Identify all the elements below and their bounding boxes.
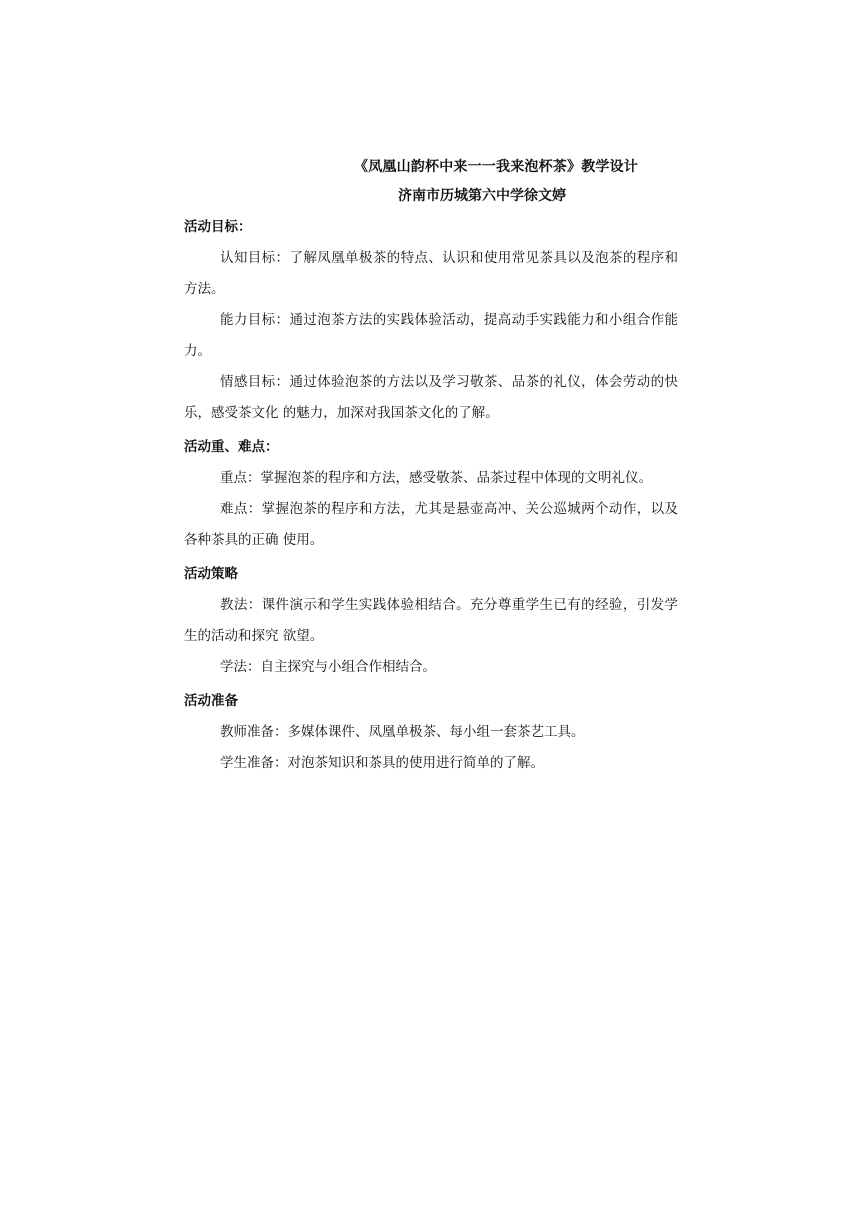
- paragraph: 教法：课件演示和学生实践体验相结合。充分尊重学生已有的经验，引发学生的活动和探究 欲望。: [184, 597, 678, 644]
- paragraph: 情感目标：通过体验泡茶的方法以及学习敬茶、品茶的礼仪，体会劳动的快乐，感受茶文化 的魅力，加深对我国茶文化的了解。: [184, 374, 678, 421]
- paragraph: 重点：掌握泡茶的程序和方法，感受敬茶、品茶过程中体现的文明礼仪。: [220, 470, 652, 486]
- section-strategy: [184, 561, 678, 683]
- section-heading: 活动重、难点：: [184, 439, 279, 455]
- document-author: 济南市历城第六中学徐文婷: [398, 188, 566, 204]
- section-heading: 活动目标：: [184, 219, 252, 235]
- paragraph: 教师准备：多媒体课件、凤凰单极茶、每小组一套茶艺工具。: [220, 724, 585, 740]
- paragraph: 难点：掌握泡茶的程序和方法，尤其是悬壶高冲、关公巡城两个动作，以及各种茶具的正确 使用。: [184, 501, 678, 548]
- paragraph: 能力目标：通过泡茶方法的实践体验活动，提高动手实践能力和小组合作能力。: [184, 312, 678, 359]
- section-heading: 活动策略: [184, 566, 238, 582]
- section-goals: [184, 214, 678, 429]
- section-key-points: [184, 434, 678, 556]
- section-heading: 活动准备: [184, 693, 238, 709]
- paragraph: 学法：自主探究与小组合作相结合。: [220, 659, 436, 675]
- section-preparation: [184, 688, 678, 779]
- paragraph: 认知目标：了解凤凰单极茶的特点、认识和使用常见茶具以及泡茶的程序和方法。: [184, 250, 678, 297]
- document-title: 《凤凰山韵杯中来一一我来泡杯茶》教学设计: [354, 159, 638, 175]
- document-page: [184, 154, 678, 779]
- paragraph: 学生准备：对泡茶知识和茶具的使用进行简单的了解。: [220, 755, 544, 771]
